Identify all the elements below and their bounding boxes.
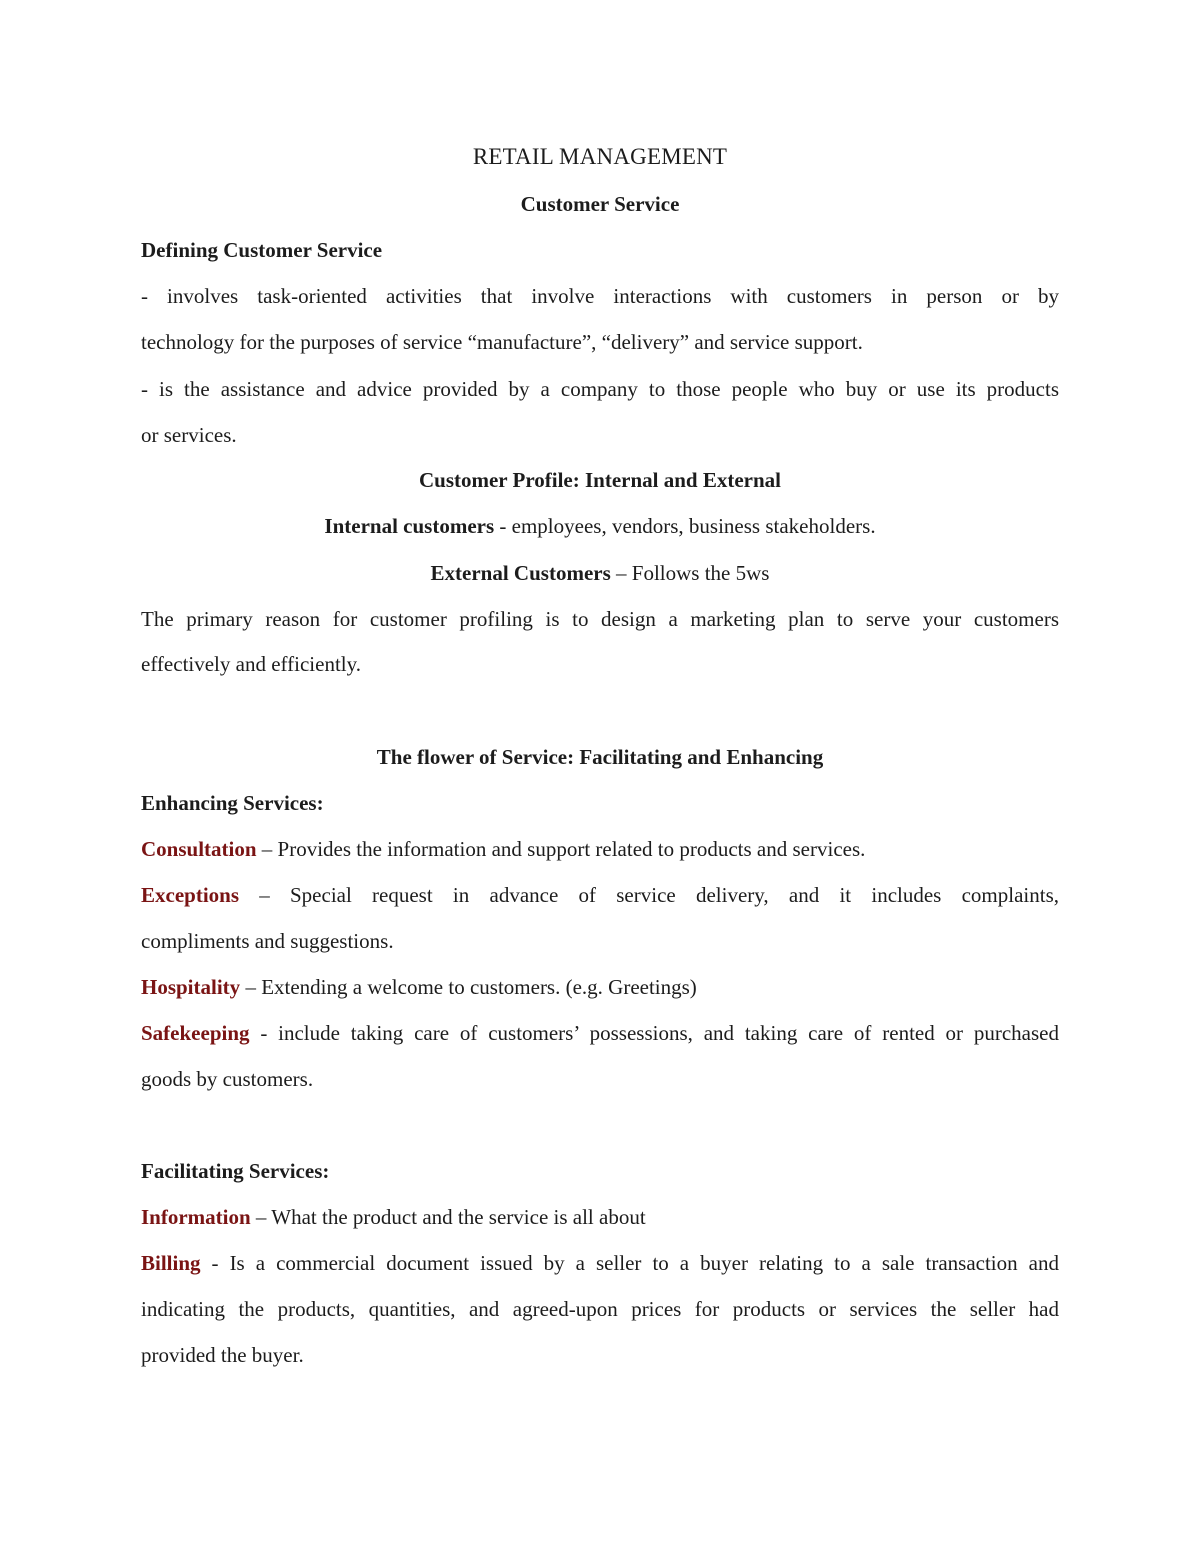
hospitality-line bbox=[141, 975, 697, 1000]
billing-line-1 bbox=[141, 1251, 1059, 1276]
safekeeping-text-1: - include taking care of customers’ possessions, and taking care of rented or purchased bbox=[249, 1021, 1059, 1045]
defining-heading: Defining Customer Service bbox=[141, 238, 383, 262]
document-subtitle: Customer Service bbox=[520, 192, 680, 216]
hospitality-text: – Extending a welcome to customers. (e.g. Greetings) bbox=[240, 975, 697, 999]
document-title: RETAIL MANAGEMENT bbox=[472, 144, 728, 169]
consultation-text: – Provides the information and support related to products and services. bbox=[256, 837, 866, 861]
billing-term: Billing bbox=[141, 1251, 201, 1275]
safekeeping-line-2: goods by customers. bbox=[141, 1067, 314, 1091]
internal-customers-text: - employees, vendors, business stakeholders. bbox=[494, 514, 876, 538]
flower-heading: The flower of Service: Facilitating and Enhancing bbox=[376, 745, 824, 769]
profile-heading: Customer Profile: Internal and External bbox=[418, 468, 782, 492]
defining-line-4: or services. bbox=[141, 423, 237, 447]
information-line bbox=[141, 1205, 646, 1230]
billing-line-3: provided the buyer. bbox=[141, 1343, 304, 1367]
profiling-reason-line-2: effectively and efficiently. bbox=[141, 652, 362, 676]
external-customers-text: – Follows the 5ws bbox=[610, 561, 770, 585]
defining-line-3: - is the assistance and advice provided by a company to those people who buy or use its products bbox=[141, 377, 1059, 401]
safekeeping-line-1 bbox=[141, 1021, 1059, 1046]
hospitality-term: Hospitality bbox=[141, 975, 241, 999]
defining-line-1: - involves task-oriented activities that involve interactions with customers in person or by bbox=[141, 284, 1059, 308]
information-term: Information bbox=[141, 1205, 251, 1229]
internal-customers-term: Internal customers bbox=[324, 514, 495, 538]
billing-text-1: - Is a commercial document issued by a seller to a buyer relating to a sale transaction and bbox=[200, 1251, 1059, 1275]
internal-customers-line bbox=[0, 514, 1200, 539]
facilitating-heading: Facilitating Services: bbox=[141, 1159, 330, 1183]
consultation-term: Consultation bbox=[141, 837, 257, 861]
billing-line-2: indicating the products, quantities, and agreed-upon prices for products or services the seller had bbox=[141, 1297, 1059, 1321]
exceptions-text-1: – Special request in advance of service delivery, and it includes complaints, bbox=[239, 883, 1059, 907]
defining-line-2: technology for the purposes of service “manufacture”, “delivery” and service support. bbox=[141, 330, 863, 354]
profiling-reason-line-1: The primary reason for customer profiling is to design a marketing plan to serve your customers bbox=[141, 607, 1059, 631]
safekeeping-term: Safekeeping bbox=[141, 1021, 250, 1045]
consultation-line bbox=[141, 837, 865, 862]
exceptions-line-2: compliments and suggestions. bbox=[141, 929, 394, 953]
external-customers-line bbox=[0, 561, 1200, 586]
enhancing-heading: Enhancing Services: bbox=[141, 791, 324, 815]
exceptions-line-1 bbox=[141, 883, 1059, 908]
information-text: – What the product and the service is all about bbox=[250, 1205, 646, 1229]
external-customers-term: External Customers bbox=[430, 561, 611, 585]
exceptions-term: Exceptions bbox=[141, 883, 240, 907]
